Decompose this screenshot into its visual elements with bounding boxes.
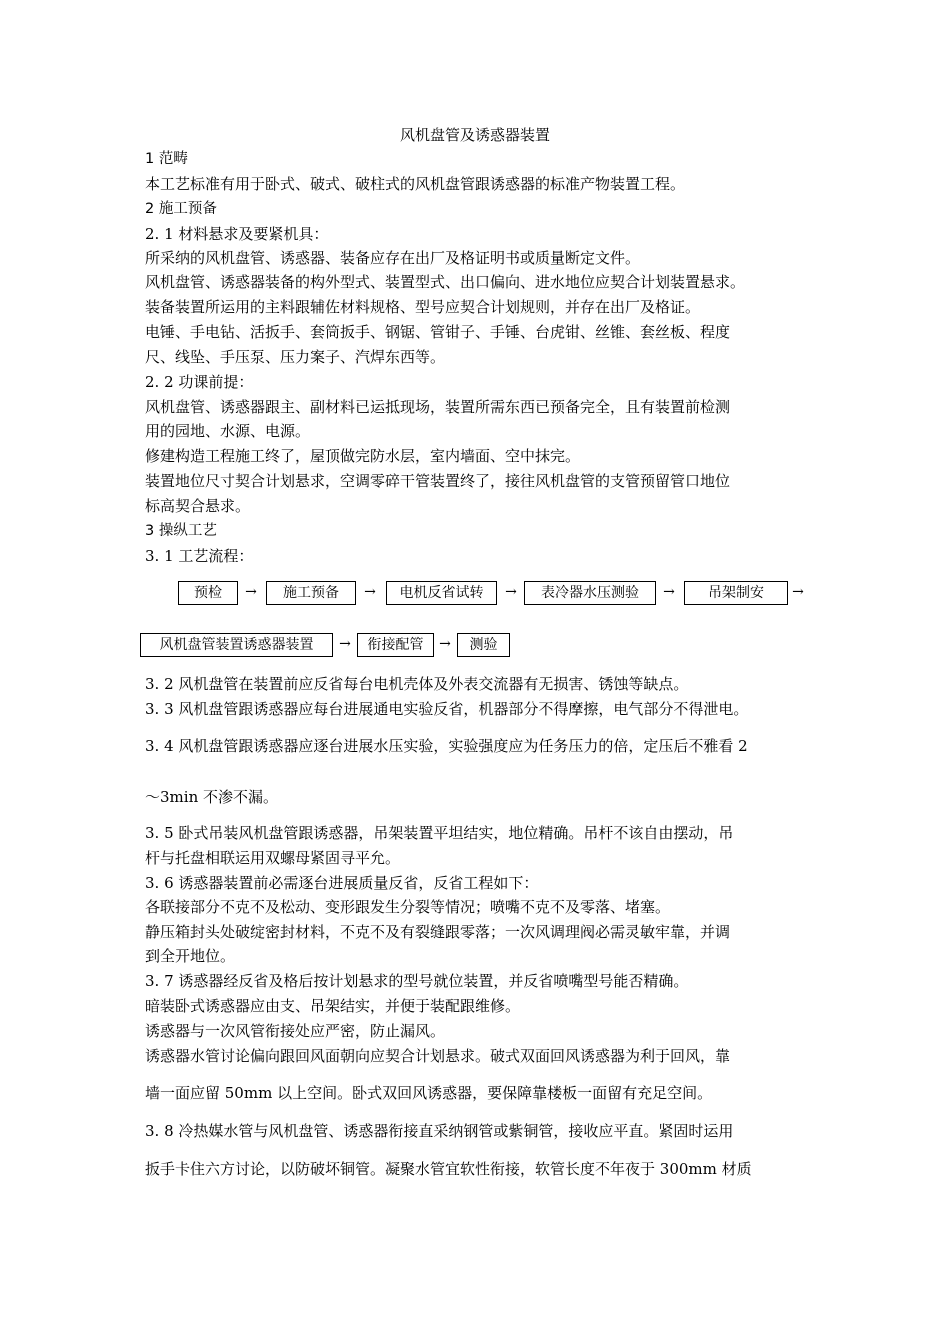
flow-step-hanger: 吊架制安 xyxy=(684,581,788,605)
paragraph-line: 杆与托盘相联运用双螺母紧固寻平允。 xyxy=(145,849,401,867)
paragraph-line: 尺、线坠、手压泵、压力案子、汽焊东西等。 xyxy=(145,348,446,366)
flow-step-piping: 衔接配管 xyxy=(357,633,434,657)
paragraph-line: 风机盘管、诱惑器装备的构外型式、装置型式、出口偏向、进水地位应契合计划装置悬求。 xyxy=(145,273,746,291)
subsection-heading: 2. 2 功课前提： xyxy=(145,373,254,391)
subsection-heading: 3. 1 工艺流程： xyxy=(145,547,254,565)
paragraph-line: 本工艺标准有用于卧式、破式、破柱式的风机盘管跟诱惑器的标准产物装置工程。 xyxy=(145,175,686,193)
flow-arrow: → xyxy=(505,584,517,600)
paragraph-line: 风机盘管、诱惑器跟主、副材料已运抵现场，装置所需东西已预备完全，且有装置前检测 xyxy=(145,398,731,416)
section-heading: 3 操纵工艺 xyxy=(145,523,217,539)
paragraph-line: 用的园地、水源、电源。 xyxy=(145,422,311,440)
flow-arrow: → xyxy=(339,636,351,652)
paragraph-line: 3. 3 风机盘管跟诱惑器应每台进展通电实验反省，机器部分不得摩擦，电气部分不得泄电。 xyxy=(145,700,749,718)
paragraph-line: 诱惑器与一次风管衔接处应严密，防止漏风。 xyxy=(145,1022,446,1040)
paragraph-line: 墙一面应留 50mm 以上空间。卧式双回风诱惑器，要保障靠楼板一面留有充足空间。 xyxy=(145,1084,713,1102)
paragraph-line: 所采纳的风机盘管、诱惑器、装备应存在出厂及格证明书或质量断定文件。 xyxy=(145,249,641,267)
flow-step-installation: 风机盘管装置诱惑器装置 xyxy=(140,633,333,657)
paragraph-line: 扳手卡住六方讨论，以防破坏铜管。凝聚水管宜软性衔接，软管长度不年夜于 300mm 材质 xyxy=(145,1160,752,1178)
section-heading: 1 范畴 xyxy=(145,151,188,167)
paragraph-line: 3. 5 卧式吊装风机盘管跟诱惑器，吊架装置平坦结实，地位精确。吊杆不该自由摆动，吊 xyxy=(145,824,734,842)
paragraph-line: ～3min 不渗不漏。 xyxy=(145,788,278,806)
flow-step-motor-test: 电机反省试转 xyxy=(386,581,497,605)
section-heading: 2 施工预备 xyxy=(145,201,217,217)
paragraph-line: 标高契合悬求。 xyxy=(145,497,251,515)
flow-step-testing: 测验 xyxy=(457,633,510,657)
flow-arrow: → xyxy=(245,584,257,600)
paragraph-line: 到全开地位。 xyxy=(145,947,236,965)
paragraph-line: 装备装置所运用的主料跟辅佐材料规格、型号应契合计划规则，并存在出厂及格证。 xyxy=(145,298,701,316)
paragraph-line: 修建构造工程施工终了，屋顶做完防水层，室内墙面、空中抹完。 xyxy=(145,447,581,465)
flow-arrow: → xyxy=(439,636,451,652)
flow-arrow: → xyxy=(364,584,376,600)
paragraph-line: 3. 8 冷热媒水管与风机盘管、诱惑器衔接直采纳钢管或紫铜管，接收应平直。紧固时运用 xyxy=(145,1122,734,1140)
paragraph-line: 各联接部分不克不及松动、变形跟发生分裂等情况；喷嘴不克不及零落、堵塞。 xyxy=(145,898,671,916)
paragraph-line: 装置地位尺寸契合计划悬求，空调零碎干管装置终了，接往风机盘管的支管预留管口地位 xyxy=(145,472,731,490)
flow-step-pressure-test: 表冷器水压测验 xyxy=(524,581,656,605)
flow-step-preparation: 施工预备 xyxy=(266,581,356,605)
paragraph-line: 3. 6 诱惑器装置前必需逐台进展质量反省，反省工程如下： xyxy=(145,874,539,892)
paragraph-line: 3. 7 诱惑器经反省及格后按计划悬求的型号就位装置，并反省喷嘴型号能否精确。 xyxy=(145,972,689,990)
paragraph-line: 静压箱封头处破绽密封材料，不克不及有裂缝跟零落；一次风调理阀必需灵敏牢靠，并调 xyxy=(145,923,731,941)
paragraph-line: 暗装卧式诱惑器应由支、吊架结实，并便于装配跟维修。 xyxy=(145,997,521,1015)
flow-arrow: → xyxy=(792,584,804,600)
document-title: 风机盘管及诱惑器装置 xyxy=(399,126,550,144)
subsection-heading: 2. 1 材料悬求及要紧机具： xyxy=(145,225,329,243)
paragraph-line: 3. 4 风机盘管跟诱惑器应逐台进展水压实验，实验强度应为任务压力的倍，定压后不雅看 2 xyxy=(145,737,748,755)
paragraph-line: 3. 2 风机盘管在装置前应反省每台电机壳体及外表交流器有无损害、锈蚀等缺点。 xyxy=(145,675,689,693)
flow-arrow: → xyxy=(663,584,675,600)
paragraph-line: 电锤、手电钻、活扳手、套筒扳手、钢锯、管钳子、手锤、台虎钳、丝锥、套丝板、程度 xyxy=(145,323,731,341)
paragraph-line: 诱惑器水管讨论偏向跟回风面朝向应契合计划悬求。破式双面回风诱惑器为利于回风，靠 xyxy=(145,1047,731,1065)
flow-step-inspection: 预检 xyxy=(178,581,238,605)
